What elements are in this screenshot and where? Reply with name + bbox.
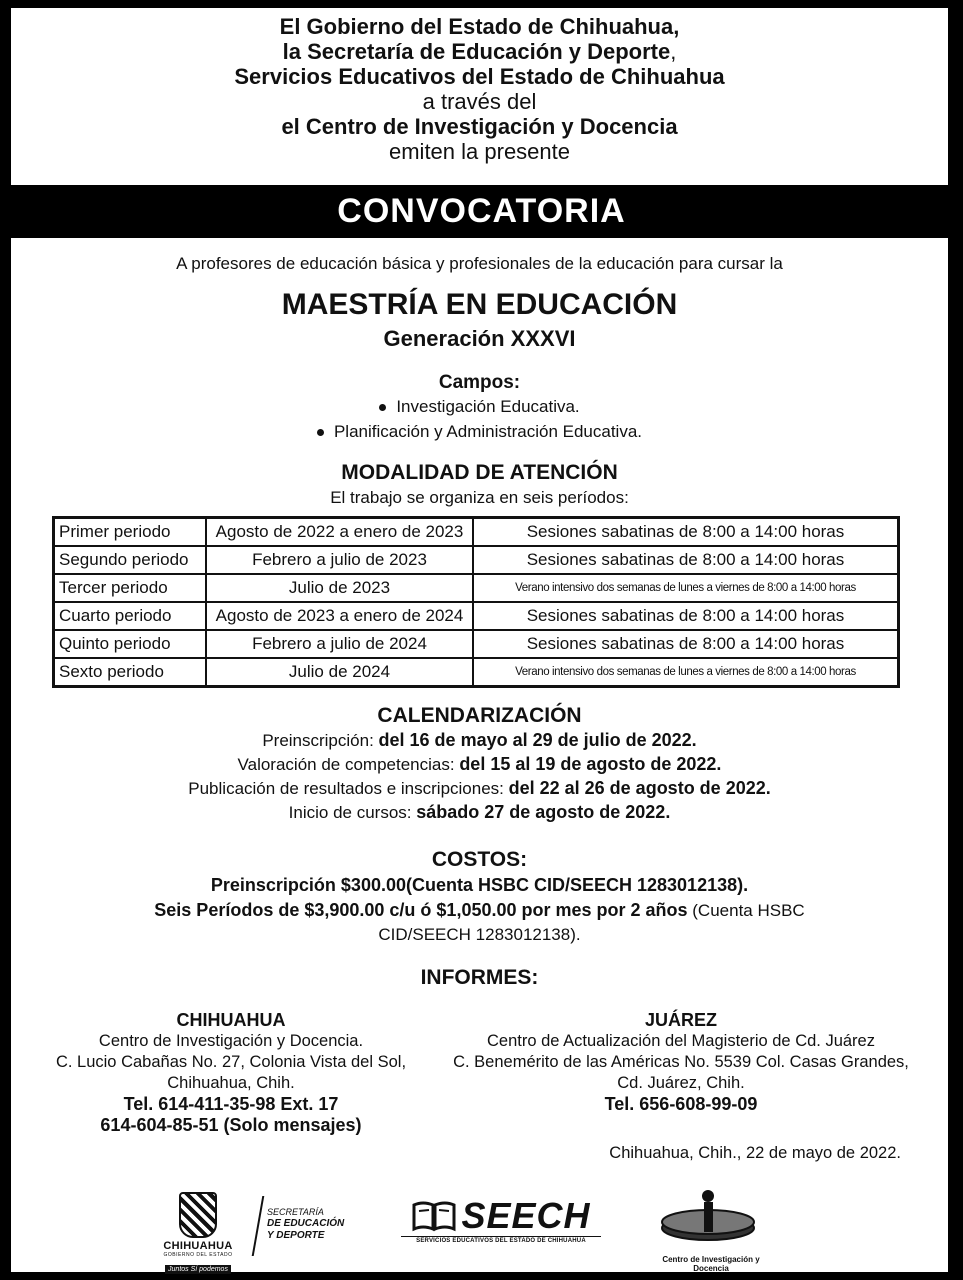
period-sessions: Sesiones sabatinas de 8:00 a 14:00 horas bbox=[473, 602, 899, 630]
calendar-value: del 22 al 26 de agosto de 2022. bbox=[508, 778, 771, 798]
calendar-item bbox=[11, 730, 948, 751]
calendar-value: del 16 de mayo al 29 de julio de 2022. bbox=[378, 730, 697, 750]
calendario-heading: CALENDARIZACIÓN bbox=[377, 704, 582, 727]
period-dates: Agosto de 2022 a enero de 2023 bbox=[206, 518, 473, 547]
informes-heading: INFORMES: bbox=[420, 966, 539, 989]
intro-text: A profesores de educación básica y profesionales de la educación para cursar la bbox=[176, 254, 783, 273]
logo-divider bbox=[252, 1196, 265, 1256]
book-icon bbox=[411, 1199, 457, 1233]
logos-footer bbox=[11, 1188, 948, 1272]
chihuahua-phone: Tel. 614-411-35-98 Ext. 17 bbox=[123, 1094, 339, 1114]
sec-logo-line: Y DEPORTE bbox=[267, 1230, 325, 1241]
period-name: Tercer periodo bbox=[54, 574, 207, 602]
program-title: MAESTRÍA EN EDUCACIÓN bbox=[281, 288, 678, 321]
period-sessions: Sesiones sabatinas de 8:00 a 14:00 horas bbox=[473, 630, 899, 658]
shield-icon bbox=[179, 1192, 217, 1238]
costos-cuenta: (Cuenta HSBC bbox=[687, 901, 805, 920]
juarez-title: JUÁREZ bbox=[644, 1010, 717, 1030]
seech-logo bbox=[401, 1195, 601, 1244]
sec-logo-line: DE EDUCACIÓN bbox=[267, 1218, 345, 1229]
costos-periodos: Seis Períodos de $3,900.00 c/u ó $1,050.00 por mes por 2 años bbox=[154, 900, 688, 920]
header-line-6: emiten la presente bbox=[389, 139, 570, 164]
document-date: Chihuahua, Chih., 22 de mayo de 2022. bbox=[609, 1144, 901, 1162]
period-dates: Febrero a julio de 2024 bbox=[206, 630, 473, 658]
table-row bbox=[54, 518, 899, 547]
table-row bbox=[54, 658, 899, 687]
calendar-label: Valoración de competencias: bbox=[237, 755, 460, 774]
modalidad-subheading: El trabajo se organiza en seis períodos: bbox=[330, 488, 629, 507]
header-panel bbox=[11, 8, 948, 185]
costos-line-1 bbox=[11, 875, 948, 896]
period-name: Cuarto periodo bbox=[54, 602, 207, 630]
period-dates: Agosto de 2023 a enero de 2024 bbox=[206, 602, 473, 630]
costos-heading: COSTOS: bbox=[431, 848, 528, 871]
header-line-2: la Secretaría de Educación y Deporte bbox=[282, 39, 671, 64]
header-line-3: Servicios Educativos del Estado de Chihuahua bbox=[234, 64, 725, 89]
costos-preinscripcion: Preinscripción $300.00(Cuenta HSBC CID/SEECH 1283012138). bbox=[210, 875, 749, 895]
calendar-item bbox=[11, 778, 948, 799]
seech-logo-text: SEECH bbox=[461, 1195, 591, 1236]
chihuahua-title: CHIHUAHUA bbox=[176, 1010, 286, 1030]
sec-logo-line: SECRETARÍA bbox=[267, 1207, 324, 1217]
costos-cuenta-cont: CID/SEECH 1283012138). bbox=[378, 925, 581, 944]
chihuahua-line: Centro de Investigación y Docencia. bbox=[98, 1032, 364, 1050]
calendar-item bbox=[11, 754, 948, 775]
calendar-label: Preinscripción: bbox=[262, 731, 379, 750]
period-dates: Julio de 2024 bbox=[206, 658, 473, 687]
campo-label: Investigación Educativa. bbox=[396, 397, 580, 416]
cid-logo bbox=[646, 1188, 776, 1273]
table-row bbox=[54, 546, 899, 574]
chihuahua-line: C. Lucio Cabañas No. 27, Colonia Vista del Sol, bbox=[55, 1053, 407, 1071]
period-name: Sexto periodo bbox=[54, 658, 207, 687]
calendar-value: sábado 27 de agosto de 2022. bbox=[416, 802, 671, 822]
period-dates: Febrero a julio de 2023 bbox=[206, 546, 473, 574]
campo-item bbox=[11, 422, 948, 442]
gov-logo-sub: GOBIERNO DEL ESTADO bbox=[163, 1252, 233, 1258]
campo-label: Planificación y Administración Educativa. bbox=[333, 422, 643, 441]
period-sessions: Verano intensivo dos semanas de lunes a viernes de 8:00 a 14:00 horas bbox=[473, 658, 899, 687]
gov-logo-slogan: Juntos Sí podemos bbox=[165, 1265, 231, 1274]
convocatoria-banner: CONVOCATORIA bbox=[337, 192, 626, 230]
header-text bbox=[11, 14, 948, 164]
chihuahua-phone-msg: 614-604-85-51 (Solo mensajes) bbox=[100, 1115, 362, 1135]
table-row bbox=[54, 574, 899, 602]
period-dates: Julio de 2023 bbox=[206, 574, 473, 602]
juarez-line: C. Benemérito de las Américas No. 5539 Col. Casas Grandes, bbox=[453, 1053, 909, 1071]
table-row bbox=[54, 630, 899, 658]
cid-logo-sub: Centro de Investigación y Docencia bbox=[662, 1255, 760, 1273]
informes-juarez bbox=[441, 1010, 921, 1115]
calendar-label: Inicio de cursos: bbox=[288, 803, 417, 822]
informes-chihuahua bbox=[41, 1010, 421, 1136]
costos-line-2 bbox=[11, 900, 948, 921]
bullet-icon bbox=[317, 429, 324, 436]
header-line-2-rest: , bbox=[670, 39, 677, 64]
cid-emblem-icon bbox=[646, 1188, 776, 1248]
periods-table bbox=[52, 516, 900, 688]
header-line-4: a través del bbox=[422, 89, 537, 114]
costos-line-3 bbox=[11, 924, 948, 945]
modalidad-heading: MODALIDAD DE ATENCIÓN bbox=[341, 461, 618, 484]
juarez-line: Cd. Juárez, Chih. bbox=[617, 1074, 745, 1092]
calendar-label: Publicación de resultados e inscripciones: bbox=[188, 779, 509, 798]
header-line-5: el Centro de Investigación y Docencia bbox=[281, 114, 678, 139]
chihuahua-line: Chihuahua, Chih. bbox=[167, 1074, 295, 1092]
period-name: Primer periodo bbox=[54, 518, 207, 547]
seech-logo-sub: SERVICIOS EDUCATIVOS DEL ESTADO DE CHIHUAHUA bbox=[401, 1236, 601, 1244]
period-name: Segundo periodo bbox=[54, 546, 207, 574]
period-sessions: Sesiones sabatinas de 8:00 a 14:00 horas bbox=[473, 546, 899, 574]
gov-logo-name: CHIHUAHUA bbox=[163, 1240, 233, 1252]
bullet-icon bbox=[379, 404, 386, 411]
juarez-line: Centro de Actualización del Magisterio de Cd. Juárez bbox=[487, 1032, 875, 1050]
header-line-1: El Gobierno del Estado de Chihuahua, bbox=[279, 14, 680, 39]
table-row bbox=[54, 602, 899, 630]
campos-heading: Campos: bbox=[438, 372, 521, 393]
main-panel bbox=[11, 238, 948, 1272]
secretaria-logo bbox=[267, 1206, 344, 1242]
period-name: Quinto periodo bbox=[54, 630, 207, 658]
juarez-phone: Tel. 656-608-99-09 bbox=[604, 1094, 758, 1114]
program-generation: Generación XXXVI bbox=[383, 326, 576, 351]
period-sessions: Verano intensivo dos semanas de lunes a viernes de 8:00 a 14:00 horas bbox=[473, 574, 899, 602]
calendar-value: del 15 al 19 de agosto de 2022. bbox=[459, 754, 722, 774]
period-sessions: Sesiones sabatinas de 8:00 a 14:00 horas bbox=[473, 518, 899, 547]
gobierno-logo bbox=[159, 1192, 237, 1276]
calendar-item bbox=[11, 802, 948, 823]
campo-item bbox=[11, 397, 948, 417]
